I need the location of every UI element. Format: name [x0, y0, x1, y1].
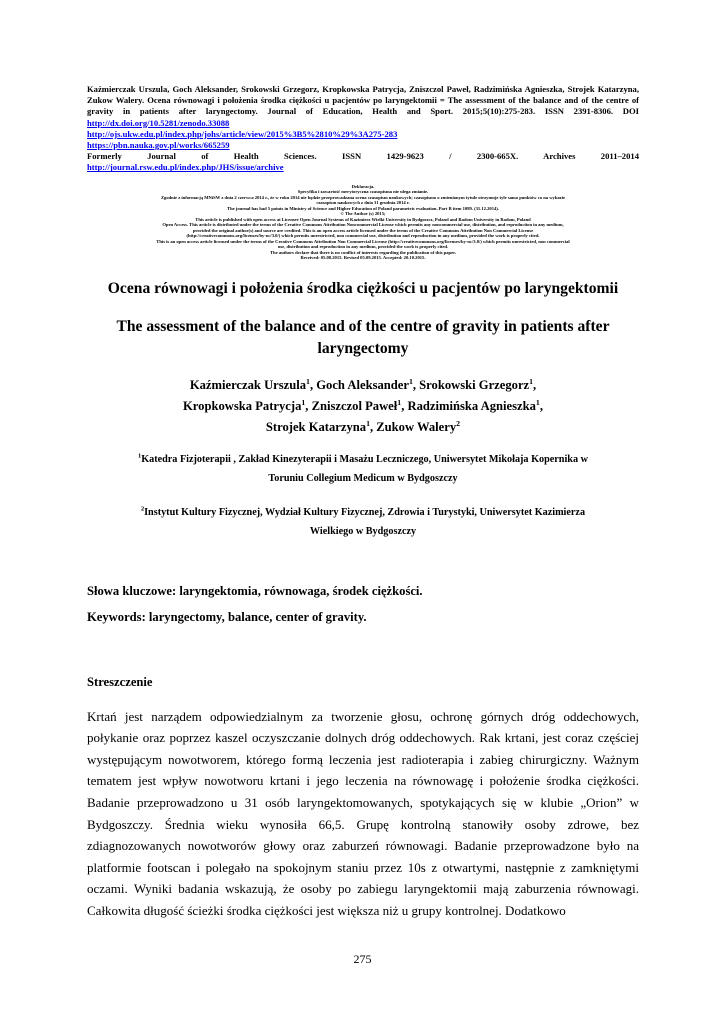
declaration-line: Zgodnie z informacją MNiSW z dnia 2 czerwca 2014 r., że w roku 2014 nie będzie przeprowadzana ocena czasopism naukowych; czasopismo o zmienionym tytule otrzymuje tyle samo punktów co na wykazie [160, 194, 566, 200]
citation-block [87, 84, 639, 174]
declaration-block [87, 184, 639, 261]
author-name: Strojek Katarzyna [265, 419, 367, 434]
keywords-english: Keywords: laryngectomy, balance, center of gravity. [87, 609, 367, 624]
author-sup: 1 [397, 397, 402, 407]
affiliation-sup: 2 [140, 505, 145, 513]
archive-link[interactable]: http://journal.rsw.edu.pl/index.php/JHS/issue/archive [87, 162, 284, 173]
affiliation-1 [87, 450, 639, 488]
author-sup: 2 [456, 418, 461, 428]
author-separator: , [412, 377, 420, 392]
affiliation-line: Wielkiego w Bydgoszczy [309, 525, 417, 537]
page-body [87, 84, 639, 922]
author-separator: , [539, 398, 543, 413]
declaration-line: The authors declare that there is no conflict of interests regarding the publication of this paper. [270, 249, 456, 255]
page-number: 275 [353, 952, 372, 966]
author-name: Kaźmierczak Urszula [189, 377, 307, 392]
title-polish: Ocena równowagi i położenia środka ciężkości u pacjentów po laryngektomii [107, 279, 619, 297]
author-sup: 1 [535, 397, 540, 407]
declaration-line: provided the original author(s) and source are credited. This is an open access article licensed under the terms of the Creative Commons Attribution Non Commercial License [192, 227, 534, 233]
author-separator: , [369, 419, 377, 434]
ojs-link[interactable]: http://ojs.ukw.edu.pl/index.php/johs/article/view/2015%3B5%2810%29%3A275-283 [87, 128, 398, 139]
declaration-line: Open Access. This article is distributed under the terms of the Creative Commons Attribution Noncommercial License which permits any noncommercial use, distribution, and reproduction in any medium, [162, 222, 564, 228]
author-separator: , [401, 398, 408, 413]
author-separator: , [305, 398, 312, 413]
doi-link[interactable]: http://dx.doi.org/10.5281/zenodo.33088 [87, 117, 230, 128]
author-name: Radzimińska Agnieszka [407, 398, 536, 413]
affiliation-line: Katedra Fizjoterapii , Zakład Kinezyterapii i Masażu Leczniczego, Uniwersytet Mikołaja Kopernika w [141, 453, 588, 465]
affiliation-sup: 1 [138, 452, 142, 460]
author-sup: 1 [301, 397, 306, 407]
author-list [87, 375, 639, 438]
affiliation-line: Toruniu Collegium Medicum w Bydgoszczy [268, 472, 458, 484]
keywords-polish: Słowa kluczowe: laryngektomia, równowaga, środek ciężkości. [87, 583, 423, 598]
title-english: The assessment of the balance and of the centre of gravity in patients after laryngectomy [116, 317, 610, 357]
declaration-line: This article is published with open access at Licensee Open Journal Systems of Kazimierz Wielki University in Bydgoszcz, Poland and Radom University in Radom, Poland [195, 216, 531, 222]
declaration-line: czasopism naukowych z dnia 31 grudnia 2014 r. [316, 200, 410, 206]
declaration-line: use, distribution and reproduction in any medium, provided the work is properly cited. [277, 244, 449, 250]
section-heading: Streszczenie [87, 674, 153, 689]
author-name: Srokowski Grzegorz [419, 377, 530, 392]
author-sup: 1 [306, 376, 310, 386]
pbn-link[interactable]: https://pbn.nauka.gov.pl/works/665259 [87, 140, 230, 151]
formerly-line: Formerly Journal of Health Sciences. ISSN 1429-9623 / 2300-665X. Archives 2011–2014 [87, 151, 639, 162]
author-sup: 1 [529, 376, 534, 386]
author-separator: , [309, 377, 317, 392]
citation-text: Kaźmierczak Urszula, Goch Aleksander, Srokowski Grzegorz, Kropkowska Patrycja, Zniszczol Paweł, Radzimińska Agnieszka, Strojek Katarzyna, Zukow Walery. Ocena równowagi i położenia środka ciężkości u pacjentów po laryngektomii = The assessment of the balance and of the centre of gravity in patients after laryngectomy. Journal of Education, Health and Sport. 2015;5(10):275-283. ISSN 2391-8306. DOI [87, 84, 639, 117]
declaration-line: Deklaracja. [351, 183, 375, 189]
declaration-line: Received: 05.08.2015. Revised 05.09.2015. Accepted: 20.10.2015. [300, 255, 426, 261]
author-name: Kropkowska Patrycja [183, 398, 302, 413]
declaration-line: (http://creativecommons.org/licenses/by-nc/3.0/) which permits unrestricted, non commercial use, distribution and reproduction in any medium, provided the work is properly cited. [186, 233, 540, 239]
author-separator: , [533, 377, 537, 392]
affiliation-2 [87, 503, 639, 541]
author-name: Zukow Walery [376, 419, 457, 434]
author-sup: 1 [408, 376, 413, 386]
archive-line [87, 162, 639, 173]
declaration-line: The journal has had 5 points in Ministry of Science and Higher Education of Poland parametric evaluation. Part B item 1089. (31.12.2014). [227, 205, 499, 211]
declaration-line: This is an open access article licensed under the terms of the Creative Commons Attribution Non Commercial License (http://creativecommons.org/licenses/by-nc/3.0/) which permits unrestricted, non commercial [156, 238, 570, 244]
declaration-line: © The Author (s) 2015; [340, 211, 386, 217]
author-sup: 1 [366, 418, 370, 428]
affiliation-line: Instytut Kultury Fizycznej, Wydział Kultury Fizycznej, Zdrowia i Turystyki, Uniwersytet Kazimierza [144, 506, 586, 518]
abstract-paragraph: Krtań jest narządem odpowiedzialnym za tworzenie głosu, ochronę górnych dróg oddechowych, połykanie oraz poprzez kaszel oczyszczanie dolnych dróg oddechowych. Rak krtani, jest coraz częściej występującym nowotworem, którego formą leczenia jest radioterapia i zabieg chirurgiczny. Ważnym tematem jest wpływ nowotworu krtani i jego leczenia na równowagę i położenie środka ciężkości. Badanie przeprowadzono u 31 osób laryngektomowanych, spotykających się w klubie „Orion” w Bydgoszczy. Średnia wieku wynosiła 66,5. Grupę kontrolną stanowiły osoby zdrowe, bez zdiagnozowanych nowotworów głowy oraz zaburzeń równowagi. Badanie przeprowadzone było na platformie footscan i polegało na spokojnym staniu przez 10s z otwartymi, następnie z zamkniętymi oczami. Wyniki badania wskazują, że osoby po zabiegu laryngektomii mają zaburzenia równowagi. Całkowita długość ścieżki środka ciężkości jest większa niż u grupy kontrolnej. Dodatkowo [87, 708, 639, 918]
author-name: Goch Aleksander [316, 377, 409, 392]
declaration-line: Specyfika i zawartość merytoryczna czasopisma nie ulega zmianie. [297, 189, 429, 195]
author-name: Zniszczol Paweł [311, 398, 398, 413]
